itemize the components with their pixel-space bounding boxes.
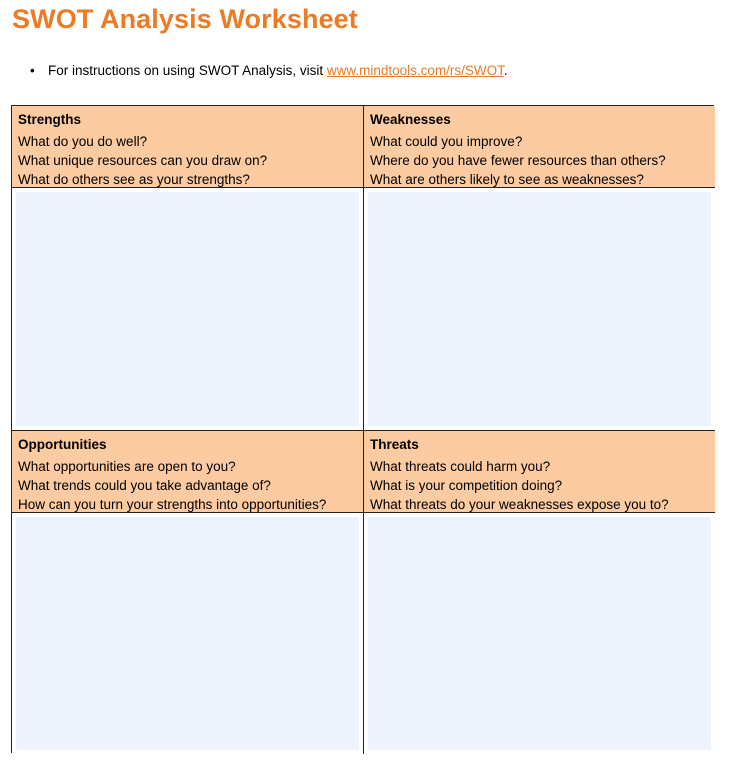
threats-question: What threats could harm you? xyxy=(370,459,551,474)
threats-heading: Threats xyxy=(370,437,419,452)
threats-cell xyxy=(364,513,715,754)
weaknesses-header xyxy=(364,106,715,188)
instructions-line xyxy=(30,63,508,78)
strengths-heading: Strengths xyxy=(18,112,82,127)
opportunities-header xyxy=(12,431,364,513)
opportunities-question: What opportunities are open to you? xyxy=(18,459,236,474)
weaknesses-heading: Weaknesses xyxy=(370,112,451,127)
threats-input[interactable] xyxy=(368,517,711,750)
threats-header xyxy=(364,431,715,513)
opportunities-question: What trends could you take advantage of? xyxy=(18,478,271,493)
weaknesses-input[interactable] xyxy=(368,192,711,426)
instructions-text: For instructions on using SWOT Analysis, visit xyxy=(48,63,327,78)
opportunities-cell xyxy=(12,513,364,754)
weaknesses-question: Where do you have fewer resources than others? xyxy=(370,153,666,168)
opportunities-input[interactable] xyxy=(16,517,359,750)
strengths-header xyxy=(12,106,364,188)
strengths-cell xyxy=(12,188,364,431)
strengths-input[interactable] xyxy=(16,192,359,426)
threats-question: What is your competition doing? xyxy=(370,478,563,493)
bullet-icon: • xyxy=(30,63,35,78)
opportunities-question: How can you turn your strengths into opportunities? xyxy=(18,497,327,512)
strengths-question: What do others see as your strengths? xyxy=(18,172,250,187)
instructions-suffix: . xyxy=(503,63,508,78)
mindtools-link[interactable]: www.mindtools.com/rs/SWOT xyxy=(326,63,504,78)
strengths-question: What unique resources can you draw on? xyxy=(18,153,268,168)
opportunities-heading: Opportunities xyxy=(18,437,107,452)
swot-grid xyxy=(11,105,714,753)
threats-question: What threats do your weaknesses expose you to? xyxy=(370,497,669,512)
weaknesses-question: What could you improve? xyxy=(370,134,523,149)
page-title: SWOT Analysis Worksheet xyxy=(12,4,358,34)
weaknesses-cell xyxy=(364,188,715,431)
strengths-question: What do you do well? xyxy=(18,134,148,149)
weaknesses-question: What are others likely to see as weaknesses? xyxy=(370,172,644,187)
